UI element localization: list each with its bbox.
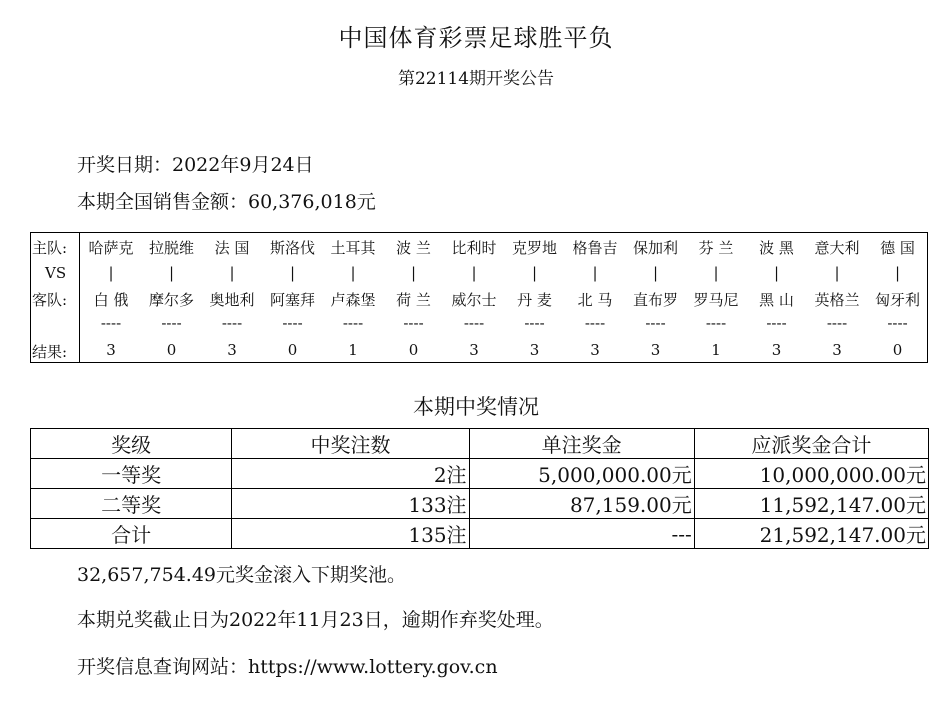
result-label: 结果:: [32, 343, 68, 361]
home-team: 意大利: [814, 239, 860, 257]
prize-count: 2注: [232, 459, 469, 489]
match-result: 3: [469, 341, 479, 359]
home-team: 克罗地: [511, 239, 557, 257]
vs-separator: |: [410, 264, 417, 282]
away-team: 奥地利: [209, 291, 255, 309]
dash-separator: ----: [403, 314, 424, 332]
vs-separator: |: [289, 264, 296, 282]
match-result: 3: [771, 341, 782, 359]
header-unit-prize: 单注奖金: [469, 429, 694, 459]
vs-row: [31, 264, 929, 288]
prize-unit: ---: [469, 519, 694, 549]
away-team: 北 马: [577, 291, 613, 309]
dash-separator: ----: [887, 314, 908, 332]
away-team: 摩尔多: [148, 291, 194, 309]
away-team: 卢森堡: [330, 291, 376, 309]
prize-total: 21,592,147.00元: [694, 519, 928, 549]
away-label: 客队:: [32, 291, 68, 309]
vs-separator: |: [652, 264, 659, 282]
vs-separator: |: [713, 264, 719, 282]
home-team: 波 黑: [759, 239, 794, 257]
vs-separator: |: [229, 264, 235, 282]
match-result: 3: [590, 341, 600, 359]
dash-separator: ----: [221, 314, 243, 332]
away-team: 黑 山: [759, 291, 794, 309]
match-result: 1: [348, 341, 358, 359]
match-result: 0: [408, 341, 419, 359]
home-row: [31, 237, 929, 261]
prize-row-second: [31, 489, 929, 519]
prize-total: 10,000,000.00元: [694, 459, 928, 489]
dash-separator: ----: [463, 314, 485, 332]
away-team: 英格兰: [814, 291, 860, 309]
prize-total: 11,592,147.00元: [694, 489, 928, 519]
website-note: 开奖信息查询网站：https://www.lottery.gov.cn: [77, 656, 498, 678]
away-team: 丹 麦: [517, 291, 552, 309]
home-team: 波 兰: [396, 239, 431, 257]
vs-separator: |: [773, 264, 780, 282]
dash-separator: ----: [584, 314, 606, 332]
away-team: 阿塞拜: [269, 291, 315, 309]
dash-separator: ----: [826, 314, 848, 332]
away-team: 威尔士: [451, 291, 497, 309]
vs-separator: |: [531, 264, 538, 282]
dash-separator: ----: [766, 314, 787, 332]
match-result: 0: [287, 341, 298, 359]
prize-level: 二等奖: [31, 489, 232, 519]
match-result: 3: [529, 341, 540, 359]
home-team: 法 国: [214, 239, 250, 257]
prize-level: 一等奖: [31, 459, 232, 489]
vs-separator: |: [350, 264, 356, 282]
prize-count: 133注: [232, 489, 469, 519]
sales-amount: 本期全国销售金额：60,376,018元: [77, 191, 376, 213]
home-label: 主队:: [32, 239, 68, 257]
away-row: [31, 289, 929, 313]
match-result: 0: [166, 341, 177, 359]
header-count: 中奖注数: [232, 429, 469, 459]
away-team: 直布罗: [632, 291, 678, 309]
prize-section-title: 本期中奖情况: [413, 395, 539, 419]
away-team: 荷 兰: [396, 291, 431, 309]
prize-row-first: [31, 459, 929, 489]
rollover-note: 32,657,754.49元奖金滚入下期奖池。: [77, 564, 407, 586]
home-team: 哈萨克: [88, 239, 134, 257]
header-level: 奖级: [31, 429, 232, 459]
header-total: 应派奖金合计: [694, 429, 928, 459]
prize-level: 合计: [31, 519, 232, 549]
draw-date: 开奖日期：2022年9月24日: [77, 154, 314, 176]
vs-separator: |: [471, 264, 477, 282]
home-team: 格鲁吉: [572, 239, 618, 257]
home-team: 斯洛伐: [269, 239, 315, 257]
dash-separator: ----: [342, 314, 364, 332]
match-result: 3: [106, 341, 116, 359]
dash-separator: ----: [524, 314, 545, 332]
match-table: [30, 232, 928, 363]
dash-row: [31, 314, 929, 338]
dash-separator: ----: [100, 314, 122, 332]
vs-separator: |: [108, 264, 114, 282]
home-team: 德 国: [880, 239, 915, 257]
prize-table: [30, 428, 929, 549]
vs-separator: |: [894, 264, 901, 282]
away-team: 白 俄: [93, 291, 129, 309]
dash-separator: ----: [282, 314, 303, 332]
away-team: 罗马尼: [693, 291, 739, 309]
home-team: 拉脱维: [148, 239, 194, 257]
match-result: 0: [892, 341, 903, 359]
away-team: 匈牙利: [874, 291, 920, 309]
prize-header-row: [31, 429, 929, 459]
issue-subtitle: 第22114期开奖公告: [397, 69, 555, 89]
prize-unit: 87,159.00元: [469, 489, 694, 519]
vs-label: VS: [45, 264, 67, 282]
vs-separator: |: [834, 264, 840, 282]
vs-separator: |: [592, 264, 598, 282]
match-result: 3: [832, 341, 842, 359]
home-team: 芬 兰: [698, 239, 734, 257]
match-result: 3: [650, 341, 661, 359]
dash-separator: ----: [161, 314, 182, 332]
page-title: 中国体育彩票足球胜平负: [338, 24, 614, 52]
match-result: 3: [227, 341, 237, 359]
prize-count: 135注: [232, 519, 469, 549]
prize-row-total: [31, 519, 929, 549]
home-team: 保加利: [632, 239, 678, 257]
result-row: [31, 341, 929, 365]
prize-unit: 5,000,000.00元: [469, 459, 694, 489]
home-team: 比利时: [451, 239, 497, 257]
vs-separator: |: [168, 264, 175, 282]
deadline-note: 本期兑奖截止日为2022年11月23日，逾期作弃奖处理。: [77, 609, 554, 631]
match-result: 1: [711, 341, 721, 359]
dash-separator: ----: [645, 314, 666, 332]
dash-separator: ----: [705, 314, 727, 332]
home-team: 土耳其: [330, 239, 376, 257]
